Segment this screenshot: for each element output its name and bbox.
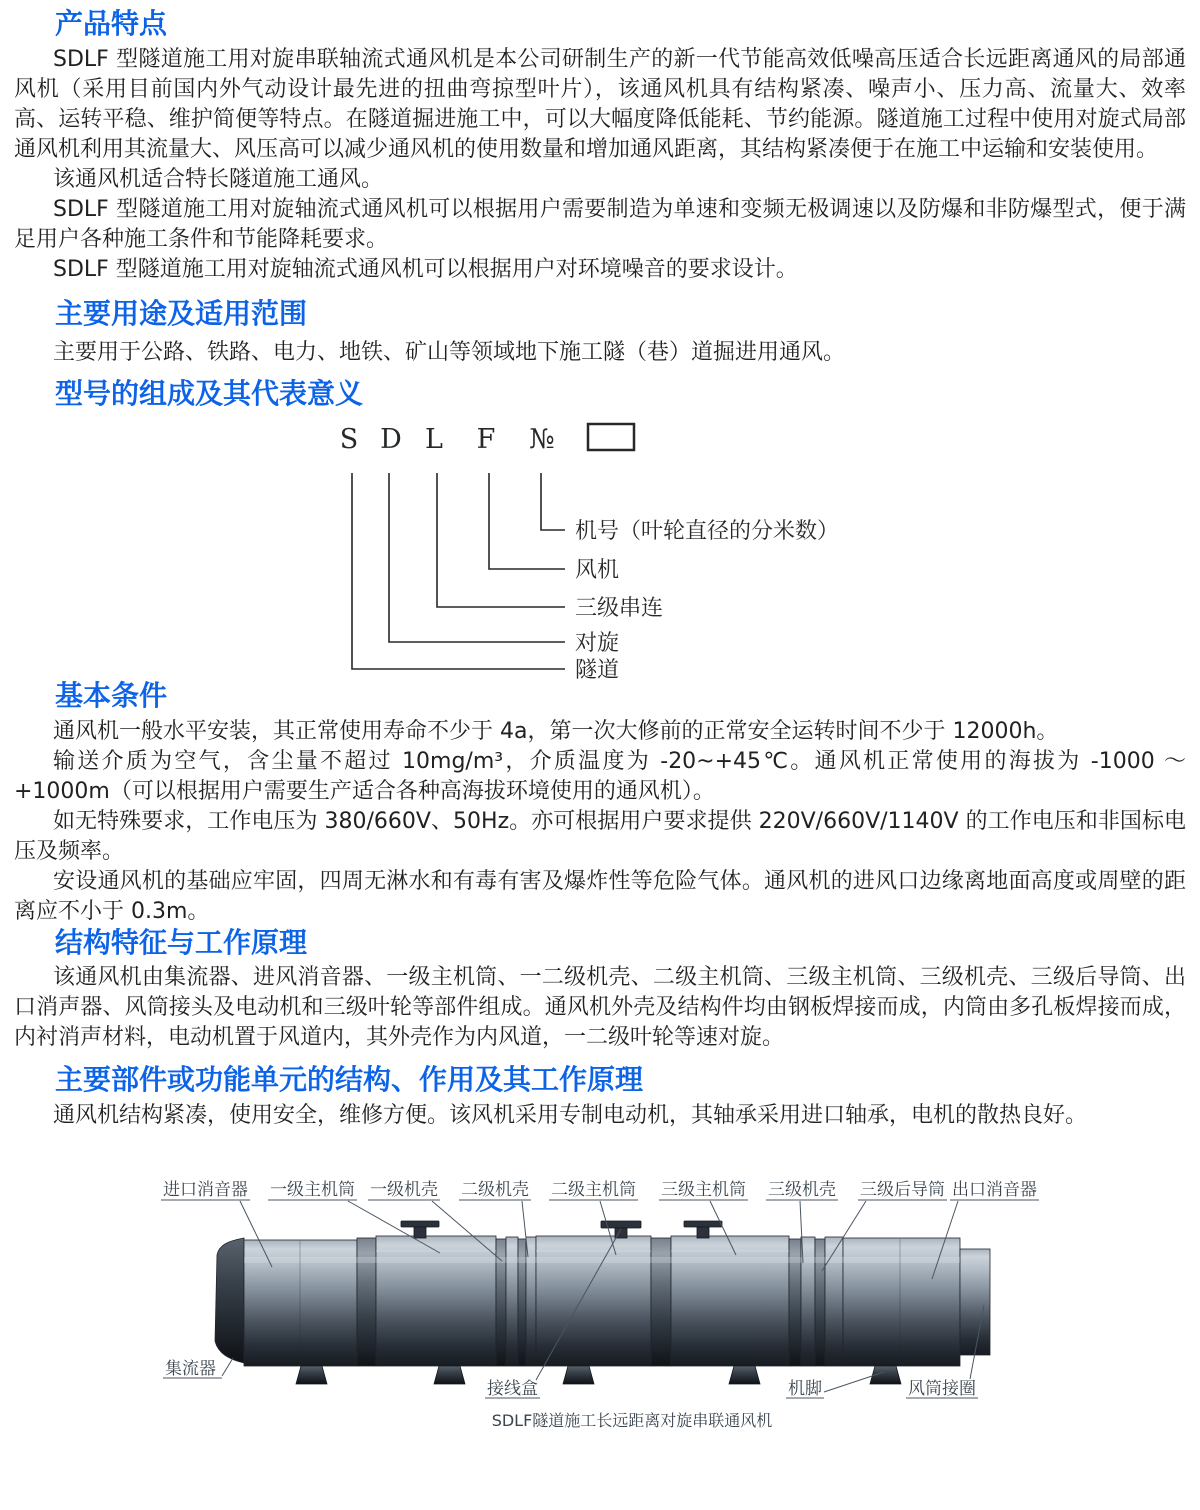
paragraph: 该通风机适合特长隧道施工通风。: [53, 167, 384, 192]
tree-line-fan: [489, 473, 565, 569]
fan-assembly-figure: [0, 1165, 1200, 1475]
label-machine-foot: 机脚: [788, 1379, 822, 1399]
tree-line-threestage: [437, 473, 565, 607]
label-duct-ring: 风筒接圈: [908, 1379, 976, 1399]
label-stage3-barrel: 三级主机筒: [661, 1180, 746, 1200]
leader-line: [222, 1358, 233, 1376]
paragraph: 安设通风机的基础应牢固，四周无淋水和有毒有害及爆炸性等危险气体。通风机的进风口边缘离地面高度或周壁的距离应不小于 0.3m。: [14, 869, 1186, 924]
section-heading-product-features: 产品特点: [55, 7, 168, 40]
paragraph: 通风机结构紧凑，使用安全，维修方便。该风机采用专制电动机，其轴承采用进口轴承，电机的散热良好。: [53, 1103, 1088, 1128]
label-junction-box: 接线盒: [487, 1379, 538, 1399]
label-stage1-casing: 一级机壳: [370, 1180, 438, 1200]
section-heading-model-composition: 型号的组成及其代表意义: [55, 377, 364, 410]
label-collector: 集流器: [165, 1359, 216, 1379]
model-label-counter-rotating: 对旋: [575, 631, 620, 656]
duct-ring: [960, 1249, 990, 1355]
lifting-lug: [684, 1221, 722, 1227]
tree-line-number: [541, 473, 565, 530]
lifting-lug-stem: [697, 1227, 709, 1238]
model-tree-lines: [352, 473, 565, 669]
machine-foot: [563, 1366, 594, 1384]
machine-foot: [296, 1366, 327, 1384]
label-stage2-casing: 二级机壳: [461, 1180, 529, 1200]
model-label-fan: 风机: [575, 558, 620, 583]
section-heading-structure-principle: 结构特征与工作原理: [55, 926, 308, 959]
model-letter-no: №: [529, 424, 555, 455]
tree-line-tunnel: [352, 473, 565, 669]
stage2-main-barrel: [536, 1236, 651, 1366]
model-letter-s: S: [339, 424, 359, 455]
machine-foot: [434, 1366, 465, 1384]
paragraph: 主要用于公路、铁路、电力、地铁、矿山等领域地下施工隧（巷）道掘进用通风。: [53, 340, 846, 365]
model-label-three-stage-series: 三级串连: [575, 596, 664, 621]
paragraph: 该通风机由集流器、进风消音器、一级主机筒、一二级机壳、二级主机筒、三级主机筒、三级机壳、三级后导筒、出口消声器、风筒接头及电动机和三级叶轮等部件组成。通风机外壳及结构件均由钢板焊接而成，内筒由多孔板焊接而成，内衬消声材料，电动机置于风道内，其外壳作为内风道，一二级叶轮等速对旋。: [14, 965, 1186, 1050]
label-outlet-silencer: 出口消音器: [952, 1180, 1037, 1200]
model-tree-labels: [575, 519, 839, 679]
label-rear-guide: 三级后导筒: [860, 1180, 945, 1200]
model-letters: [340, 424, 634, 455]
collector-bell: [215, 1238, 244, 1363]
paragraph: 输送介质为空气，含尘量不超过 10mg/m³，介质温度为 -20~+45℃。通风机正常使用的海拔为 -1000 ～ +1000m（可以根据用户需要生产适合各种高海拔环境使用的通风机）。: [14, 749, 1186, 804]
machine-foot: [729, 1366, 760, 1384]
model-letter-d: D: [380, 424, 402, 455]
paragraph: 如无特殊要求，工作电压为 380/660V、50Hz。亦可根据用户要求提供 220V/660V/1140V 的工作电压和非国标电压及频率。: [14, 809, 1186, 864]
rear-guide-cylinder: [825, 1237, 843, 1366]
label-stage2-barrel: 二级主机筒: [551, 1180, 636, 1200]
model-label-machine-number: 机号（叶轮直径的分米数）: [575, 519, 840, 544]
paragraph: 通风机一般水平安装，其正常使用寿命不少于 4a，第一次大修前的正常安全运转时间不少于 12000h。: [53, 719, 1059, 744]
stage1-casing: [506, 1237, 518, 1366]
label-stage1-barrel: 一级主机筒: [270, 1180, 355, 1200]
label-stage3-casing: 三级机壳: [768, 1180, 836, 1200]
model-letter-f: F: [476, 424, 496, 455]
model-number-box: [588, 424, 634, 450]
section-heading-basic-conditions: 基本条件: [55, 679, 168, 712]
section-heading-main-components: 主要部件或功能单元的结构、作用及其工作原理: [55, 1063, 644, 1096]
lifting-lug-stem: [414, 1227, 426, 1238]
paragraph: SDLF 型隧道施工用对旋轴流式通风机可以根据用户需要制造为单速和变频无极调速以及防爆和非防爆型式，便于满足用户各种施工条件和节能降耗要求。: [14, 197, 1186, 252]
top-fittings: [401, 1221, 722, 1238]
section-heading-main-uses: 主要用途及适用范围: [55, 297, 308, 330]
lifting-lug: [401, 1221, 439, 1227]
paragraph: SDLF 型隧道施工用对旋轴流式通风机可以根据用户对环境噪音的要求设计。: [53, 257, 798, 282]
figure-caption: SDLF隧道施工长远距离对旋串联通风机: [491, 1411, 773, 1430]
model-label-tunnel: 隧道: [575, 658, 620, 679]
model-letter-l: L: [425, 424, 443, 455]
label-inlet-silencer: 进口消音器: [163, 1180, 248, 1200]
paragraph: SDLF 型隧道施工用对旋串联轴流式通风机是本公司研制生产的新一代节能高效低噪高压适合长远距离通风的局部通风机（采用目前国内外气动设计最先进的扭曲弯掠型叶片），该通风机具有结构紧凑、噪声小、压力高、流量大、效率高、运转平稳、维护简便等特点。在隧道掘进施工中，可以大幅度降低能耗、节约能源。隧道施工过程中使用对旋式局部通风机利用其流量大、风压高可以减少通风机的使用数量和增加通风距离，其结构紧凑便于在施工中运输和安装使用。: [14, 47, 1186, 162]
fan-machine-drawing: [215, 1221, 990, 1384]
model-designation-diagram: [0, 417, 1200, 679]
tree-line-counterrotating: [389, 473, 565, 642]
stage1-main-barrel: [376, 1236, 496, 1366]
stage3-main-barrel: [671, 1236, 789, 1366]
